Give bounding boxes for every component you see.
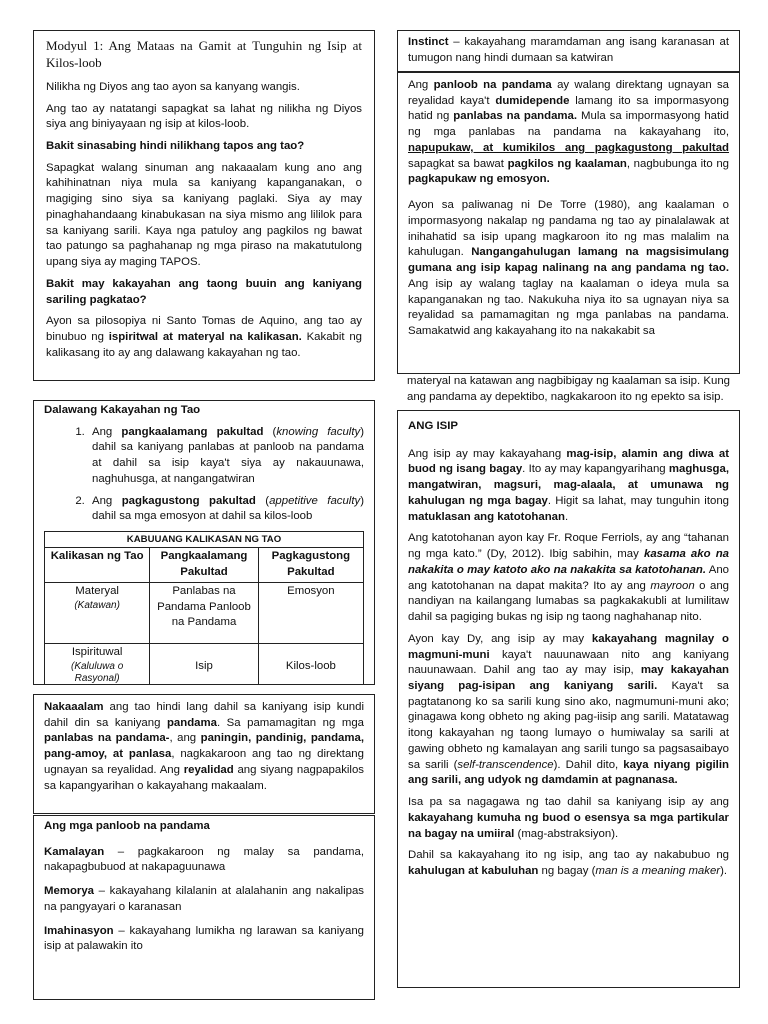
table-row (45, 582, 364, 643)
table-cell: Kilos-loob (258, 643, 363, 685)
module-question-2: Bakit may kakayahan ang taong buuin ang kaniyang sariling pagkatao? (46, 277, 362, 306)
panloob-pandama-box (397, 72, 740, 374)
isip-heading: ANG ISIP (408, 420, 459, 432)
module-title: Modyul 1: Ang Mataas na Gamit at Tunguhin ng Isip at Kilos-loob (46, 38, 362, 70)
module-p2: Ang tao ay natatangi sapagkat sa lahat ng nilikha ng Diyos siya ang biniyayaan ng isip at kilos-loob. (46, 102, 362, 131)
list-item: 2. Ang pagkagustong pakultad (appetitive faculty) dahil sa mga emosyon at dahil sa kilos-loob (88, 494, 364, 525)
instinct-box (397, 30, 740, 72)
table-cell: Materyal (Katawan) (45, 582, 150, 643)
panloob-heading: Ang mga panloob na pandama (44, 820, 210, 832)
panloob-p1: Ang panloob na pandama ay walang direktang ugnayan sa reyalidad kaya't dumidepende lamang ito sa impormasyong hatid ng panlabas na pandama. Mula sa impormasyong hatid ng mga panlabas na pandama na kakayahang ito, napupukaw, at kumikilos ang pagkagustong pakultad sapagkat sa bawat pagkilos ng kaalaman, nagbubunga ito ng pagkapukaw ng emosyon. (408, 79, 730, 186)
instinct-definition: Instinct – kakayahang maramdaman ang isang karanasan at tumugon nang hindi dumaan sa katwiran (408, 36, 729, 64)
isip-p1: Ang isip ay may kakayahang mag-isip, alamin ang diwa at buod ng isang bagay. Ito ay may kapangyarihang maghusga, mangatwiran, magsuri, mag-alaala, at umunawa ng kahulugan ng mga bagay. Higit sa lahat, may tunguhin itong matuklasan ang katotohanan. (408, 447, 729, 523)
dalawang-kakayahan-box (33, 400, 375, 685)
table-cell: Panlabas na Pandama Panloob na Pandama (150, 582, 258, 643)
module-question-1: Bakit sinasabing hindi nilikhang tapos ang tao? (46, 139, 305, 152)
list-item: Memorya – kakayahang kilalanin at alalahanin ang nakalipas na pangyayari o karanasan (44, 885, 364, 913)
isip-p2: Ang katotohanan ayon kay Fr. Roque Ferriols, ay ang “tahanan ng mga kato.” (Dy, 2012). Ibig sabihin, may kasama ako na nakakita o may katoto ako na nakakita sa katotohanan. Ano ang katotohanan na dapat makita? Ito ay ang mayroon o ang nandiyan na kailangang lumabas sa pagkakakubli at lumilitaw dahil sa pagiging bukas ng isip ng taong naghahanap nito. (408, 532, 730, 624)
ang-isip-box (397, 410, 740, 988)
isip-p3: Ayon kay Dy, ang isip ay may kakayahang magnilay o magmuni-muni kaya't nauunawaan nito ang kaniyang nauunawaan. Dahil ang tao ay may isip, may kakayahan siyang pag-isipan ang kaniyang sarili. Kaya't sa pagtatanong ko sa sarili kung sino ako, nagmumuni-muni ako; ginagawa kong obheto ng aking pag-iisip ang sarili. Matatawag itong kakayahan ng taong lumayo o humiwalay sa sarili at gawing obheto ng kamalayan ang sarili tungo sa pagsasaibayo sa sarili (self-transcendence). Dahil dito, kaya niyang pigilin ang sarili, ang udyok ng damdamin at pagnanasa. (408, 632, 729, 787)
module-p1: Nilikha ng Diyos ang tao ayon sa kanyang wangis. (46, 80, 300, 93)
table-cell: Emosyon (258, 582, 363, 643)
isip-p5: Dahil sa kakayahang ito ng isip, ang tao ay nakabubuo ng kahulugan at kabuluhan ng bagay (man is a meaning maker). (408, 849, 729, 878)
module-p4: Ayon sa pilosopiya ni Santo Tomas de Aquino, ang tao ay binubuo ng ispiritwal at materyal na kalikasan. Kakabit ng kalikasang ito ay ang dalawang kakayahan ng tao. (46, 315, 362, 359)
module-p3: Sapagkat walang sinuman ang nakaaalam kung ano ang kahihinatnan niya mula sa kaniyang kapanganakan, o magiging sino siya sa kaniyang paglaki. Siya ay may pinaghahandaang kinabukasan na siya mismo ang lililok para sa kaniyang sarili. Kaya nga patuloy ang pagkilos ng bawat tao patungo sa paghahanap ng mga piraso na makatutulong upang siya ay maging TAPOS. (46, 161, 362, 269)
nakaalam-box (33, 694, 375, 814)
panloob-p2: Ayon sa paliwanag ni De Torre (1980), ang kaalaman o impormasyong nakalap ng pandama ng tao ay pinalalawak at inihahatid sa isip upang magkaroon ito ng mas malalim na kahulugan. Nangangahulugan lamang na magsisimulang gumana ang isip kapag nalinang na ang pandama ng tao. Ang isip ay walang taglay na kaalaman o ideya mula sa kapanganakan ng tao. Nakukuha niya ito sa ugnayan niya sa reyalidad sa pamamagitan ng mga panlabas na pandama. Samakatwid ang kakayahang ito na nakakabit sa (408, 199, 729, 338)
kakayahan-list (44, 425, 364, 525)
table-header: Pangkaalamang Pakultad (150, 548, 258, 582)
panloob-pandama-list-box (33, 815, 375, 1000)
module-box (33, 30, 375, 381)
table-cell: Isip (150, 643, 258, 685)
list-item: Kamalayan – pagkakaroon ng malay sa pandama, nakapagbubuod at nakapaguunawa (44, 845, 364, 874)
dalawang-heading: Dalawang Kakayahan ng Tao (44, 404, 201, 416)
kalikasan-table (44, 531, 364, 685)
list-item: 1. Ang pangkaalamang pakultad (knowing faculty) dahil sa kaniyang panlabas at panloob na pandama at dahil sa isip kaya't siya ay nakauunawa, naghuhusga, at nangangatwiran (88, 425, 364, 488)
table-header: Pagkagustong Pakultad (258, 548, 363, 582)
list-item: Imahinasyon – kakayahang lumikha ng larawan sa kaniyang isip at palawakin ito (44, 924, 364, 953)
nakaalam-paragraph: Nakaaalam ang tao hindi lang dahil sa kaniyang isip kundi dahil din sa kaniyang pandama. Sa pamamagitan ng mga panlabas na pandama-, ang paningin, pandinig, pandama, pang-amoy, at panlasa, nagkakaroon ang tao ng direktang ugnayan sa reyalidad. Ang reyalidad ang siyang nagpapakilos sa kapangyarihan o kakayahang makaalam. (44, 701, 364, 792)
isip-p4: Isa pa sa nagagawa ng tao dahil sa kaniyang isip ay ang kakayahang kumuha ng buod o esensya sa mga partikular na bagay na umiiral (mag-abstraksiyon). (408, 796, 729, 840)
table-header: Kalikasan ng Tao (45, 548, 150, 582)
table-caption: KABUUANG KALIKASAN NG TAO (45, 532, 364, 548)
overflow-text: materyal na katawan ang nagbibigay ng kaalaman sa isip. Kung ang pandama ay depektibo, nagkakaroon ito ng epekto sa isip. (407, 375, 730, 403)
table-cell: Ispirituwal (Kaluluwa o Rasyonal) (45, 643, 150, 685)
table-row (45, 643, 364, 685)
